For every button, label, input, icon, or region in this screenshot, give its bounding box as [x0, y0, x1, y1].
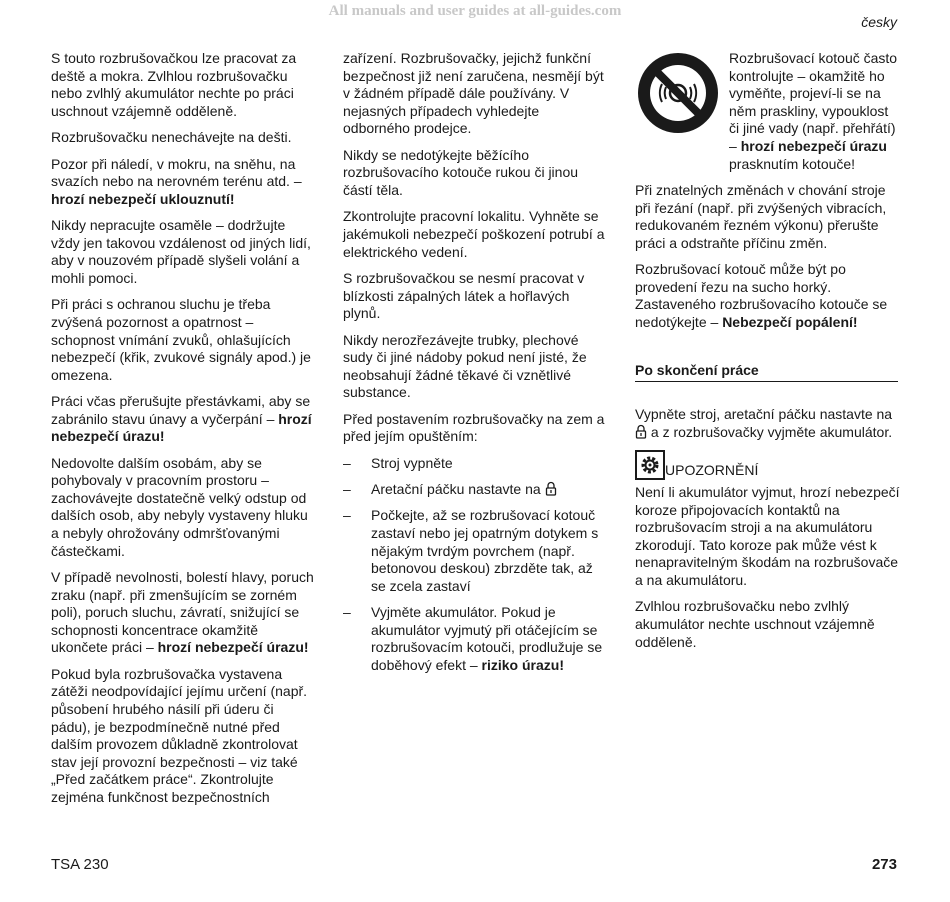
prohibition-disc-icon — [635, 50, 721, 136]
column-2 — [343, 50, 608, 683]
notice-header — [635, 450, 900, 480]
paragraph: Nikdy se nedotýkejte běžícího rozbrušovacího kotouče rukou či jinou částí těla. — [343, 146, 579, 198]
paragraph: Při znatelných změnách v chování stroje při řezání (např. při zvýšených vibracích, redukovaném řezném výkonu) přerušte práci a odstraňte příčinu změn. — [635, 181, 887, 251]
warning-text: Nebezpečí popálení! — [722, 313, 858, 330]
warning-text: hrozí nebezpečí úrazu — [740, 137, 887, 154]
paragraph: Není li akumulátor vyjmut, hrozí nebezpečí koroze připojovacích kontaktů na rozbrušovacím stroji a na akumulátoru zkorodují. Tato koroze pak může vést k nenapravitelným škodám na rozbrušovače a na akumulátoru. — [635, 484, 900, 589]
paragraph-text: Pozor při náledí, v mokru, na sněhu, na svazích nebo na nerovném terénu atd. – — [51, 155, 302, 190]
warning-text-block — [729, 50, 900, 173]
list-item-text — [371, 604, 608, 674]
paragraph: Nikdy nerozřezávejte trubky, plechové sudy či jiné nádoby pokud není jisté, že neobsahují žádné těkavé či vznětlivé substance. — [343, 331, 587, 401]
column-1 — [51, 50, 316, 815]
paragraph-text: Rozbrušovací kotouč často kontrolujte – okamžitě ho vyměňte, projeví-li se na něm praskliny, vypouklost či jiné vady (např. přehřátí) – — [729, 50, 898, 154]
lock-icon — [545, 481, 557, 496]
warning-text: riziko úrazu! — [481, 656, 564, 673]
paragraph — [635, 406, 900, 441]
paragraph — [51, 393, 316, 446]
list-item — [343, 604, 608, 674]
paragraph — [51, 569, 316, 657]
list-dash: – — [343, 481, 351, 498]
paragraph-text: a z rozbrušovačky vyjměte akumulátor. — [650, 423, 893, 440]
paragraph: Rozbrušovačku nenechávejte na dešti. — [51, 129, 292, 146]
list-item-label: Vyjměte akumulátor. Pokud je akumulátor vyjmutý při otáčejícím se rozbrušovacím kotouči, prodlužuje se doběhový efekt – — [371, 604, 603, 673]
list-dash: – — [343, 454, 351, 471]
list-item-label: Aretační páčku nastavte na — [371, 481, 541, 498]
paragraph — [635, 261, 900, 331]
list-item-text: Stroj vypněte — [371, 454, 453, 471]
list-item-text: Počkejte, až se rozbrušovací kotouč zastaví nebo jej opatrným dotykem s nějakým tvrdým povrchem (např. betonovou deskou) zbrzděte tak, až se zcela zastaví — [371, 507, 599, 594]
paragraph: Zvlhlou rozbrušovačku nebo zvlhlý akumulátor nechte uschnout vzájemně odděleně. — [635, 598, 875, 650]
paragraph: Pokud byla rozbrušovačka vystavena zátěži neodpovídající jejímu určení (např. působení hrubého násilí při úderu či pádu), je bezpodmínečně nutné před dalším provozem důkladně zkontrolovat stav její provozní bezpečnosti – viz také „Před začátkem práce“. Zkontrolujte zejména funkčnost bezpečnostních — [51, 665, 308, 805]
warning-text: hrozí nebezpečí úrazu! — [51, 410, 312, 445]
paragraph: Před postavením rozbrušovačky na zem a před jejím opuštěním: — [343, 410, 605, 445]
paragraph-text: prasknutím kotouče! — [729, 155, 856, 172]
paragraph: Zkontrolujte pracovní lokalitu. Vyhněte se jakémukoli nebezpečí poškození potrubí a elektrického vedení. — [343, 208, 605, 260]
gear-notice-icon — [635, 450, 665, 480]
section-heading: Po skončení práce — [635, 362, 898, 383]
list-item — [343, 455, 608, 473]
paragraph-text: Rozbrušovací kotouč může být po provedení řezu na sucho horký. Zastaveného rozbrušovacího kotouče se nedotýkejte – — [635, 261, 888, 330]
list-item — [343, 481, 608, 499]
paragraph: S rozbrušovačkou se nesmí pracovat v blízkosti zápalných látek a hořlavých plynů. — [343, 269, 585, 322]
footer-model: TSA 230 — [51, 856, 109, 873]
paragraph: S touto rozbrušovačkou lze pracovat za deště a mokra. Zvlhlou rozbrušovačku nebo zvlhlý akumulátor nechte po práci uschnout vzájemně odděleně. — [51, 50, 297, 119]
paragraph: Nedovolte dalším osobám, aby se pohybovaly v pracovním prostoru – zachovávejte dostatečně velký odstup od dalších osob, aby nebyly vystaveny hluku a nebyly ohrožovány odmršťovanými částečkami. — [51, 454, 308, 559]
paragraph-text: Práci včas přerušujte přestávkami, aby se zabránilo stavu únavy a vyčerpání – — [51, 393, 311, 427]
paragraph-text: Vypněte stroj, aretační páčku nastavte na — [635, 406, 893, 423]
notice-label: UPOZORNĚNÍ — [665, 462, 759, 479]
column-3 — [635, 50, 900, 660]
list-item-text — [371, 481, 608, 499]
lock-icon — [635, 424, 647, 439]
list-dash: – — [343, 507, 351, 524]
warning-text: hrozí nebezpečí úrazu! — [157, 639, 309, 656]
list-dash: – — [343, 604, 351, 621]
language-label: česky — [861, 14, 897, 30]
paragraph-text: V případě nevolnosti, bolestí hlavy, poruch zraku (např. při zmenšujícím se zorném poli), poruch sluchu, závratí, snižující se schopnosti koncentrace okamžitě ukončete práci – — [51, 569, 314, 656]
page-number: 273 — [871, 856, 897, 873]
watermark: All manuals and user guides at all-guides.com — [328, 3, 622, 19]
list-item — [343, 507, 608, 595]
warning-text: hrozí nebezpečí uklouznutí! — [51, 190, 235, 207]
paragraph: Nikdy nepracujte osaměle – dodržujte vždy jen takovou vzdálenost od jiných lidí, aby v nouzovém případě slyšeli volání a mohli pomoci. — [51, 217, 311, 286]
paragraph — [51, 156, 316, 209]
paragraph: zařízení. Rozbrušovačky, jejichž funkční bezpečnost již není zaručena, nesmějí být v žádném případě dále používány. V nejasných případech vyhledejte odborného prodejce. — [343, 50, 604, 137]
paragraph: Při práci s ochranou sluchu je třeba zvýšená pozornost a opatrnost – schopnost vnímání zvuků, ohlašujících nebezpečí (křik, zvukové signály apod.) je omezena. — [51, 296, 311, 383]
warning-box — [635, 50, 900, 173]
